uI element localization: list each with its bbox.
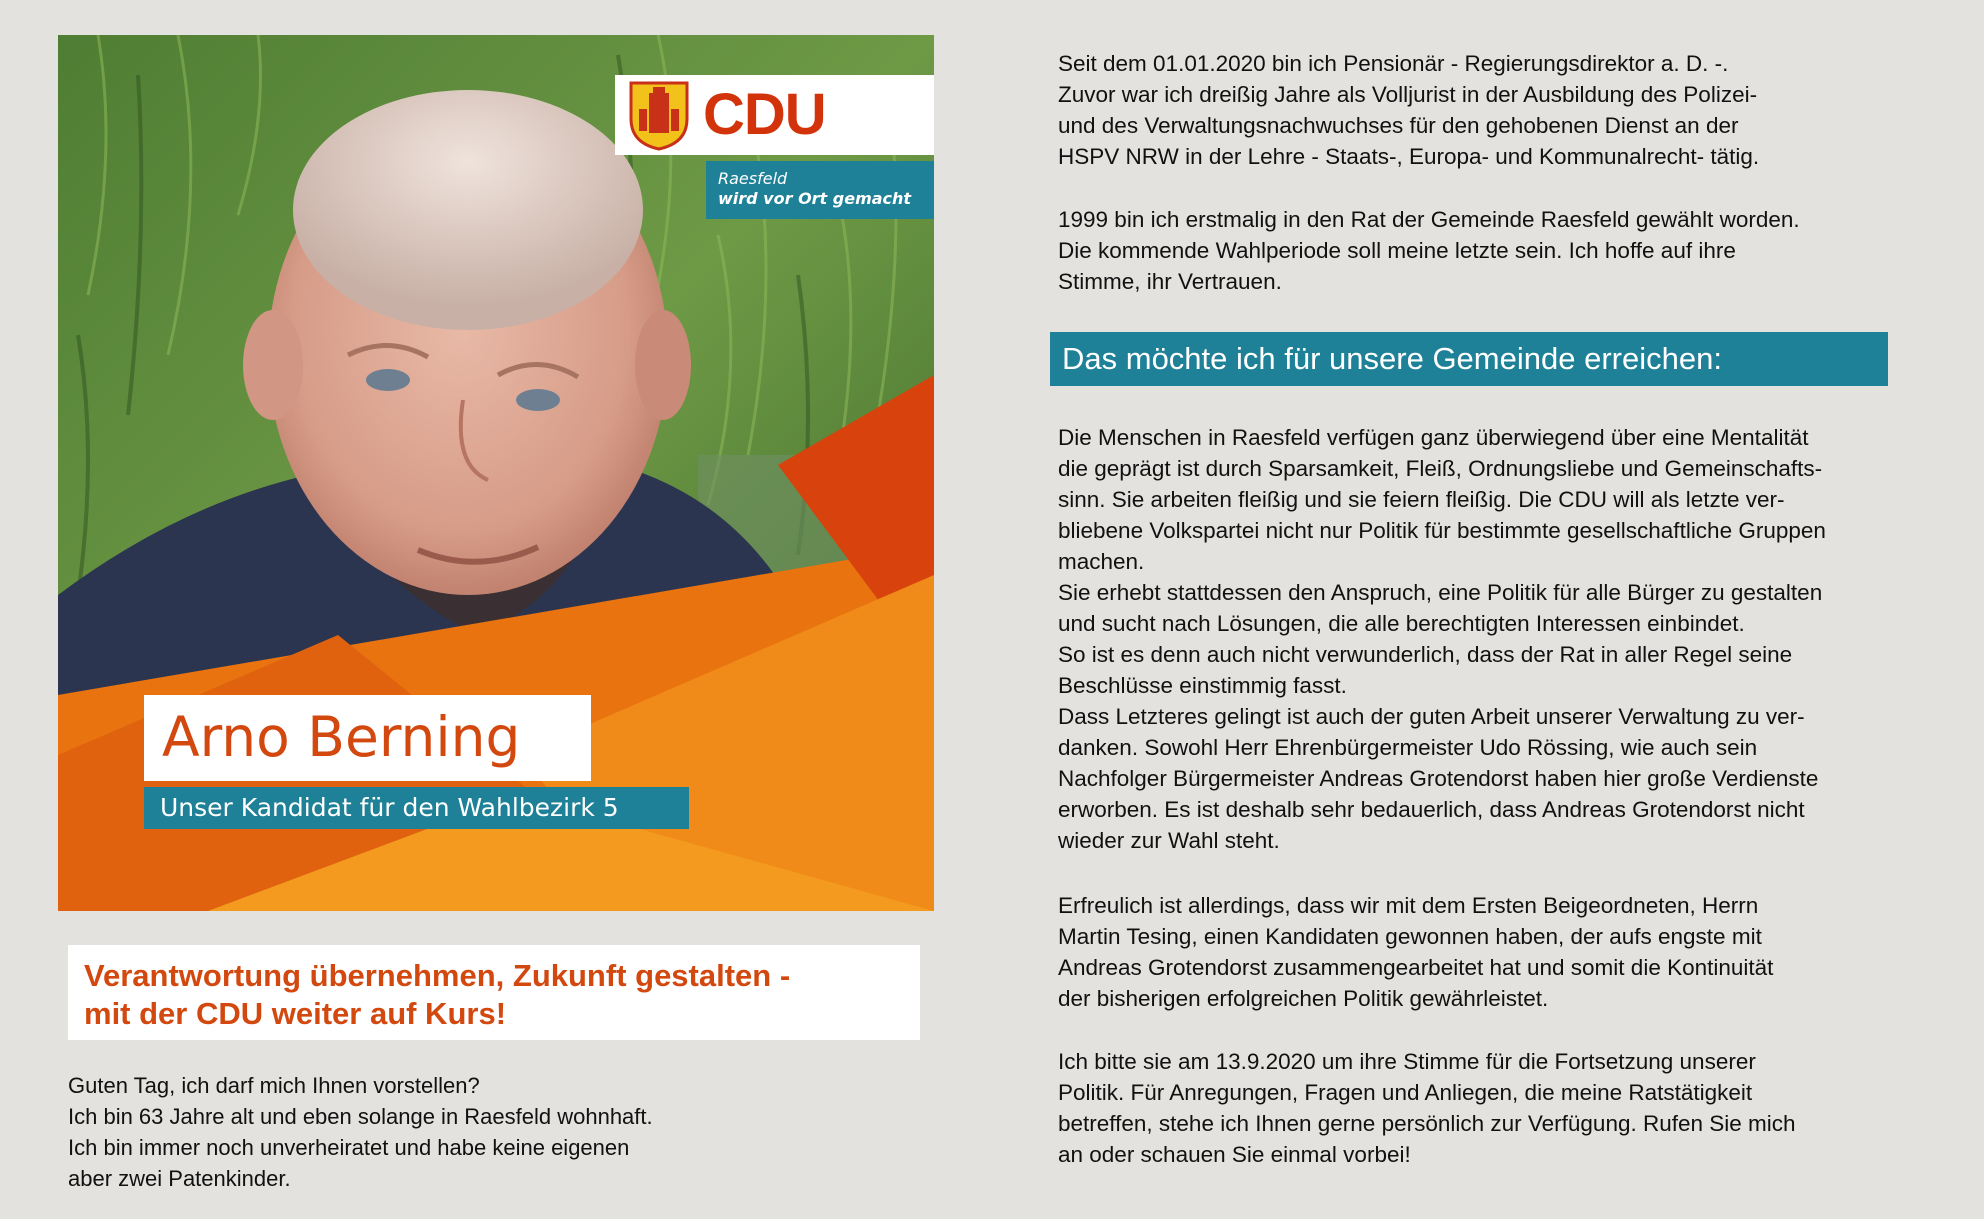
text-line: Martin Tesing, einen Kandidaten gewonnen haben, der aufs engste mit [1058, 924, 1762, 949]
candidate-name-box [144, 695, 591, 781]
text-line: Ich bin 63 Jahre alt und eben solange in Raesfeld wohnhaft. [68, 1104, 653, 1129]
section-title: Das möchte ich für unsere Gemeinde erreichen: [1050, 332, 1888, 386]
text-line: Die Menschen in Raesfeld verfügen ganz überwiegend über eine Mentalität [1058, 425, 1809, 450]
text-line: 1999 bin ich erstmalig in den Rat der Gemeinde Raesfeld gewählt worden. [1058, 207, 1800, 232]
goals-paragraph [1058, 422, 1958, 856]
text-line: wieder zur Wahl steht. [1058, 828, 1280, 853]
text-line: Politik. Für Anregungen, Fragen und Anliegen, die meine Ratstätigkeit [1058, 1080, 1753, 1105]
text-line: So ist es denn auch nicht verwunderlich, dass der Rat in aller Regel seine [1058, 642, 1793, 667]
slogan-subline: wird vor Ort gemacht [718, 189, 912, 208]
text-line: bliebene Volkspartei nicht nur Politik für bestimmte gesellschaftliche Gruppen [1058, 518, 1826, 543]
candidate-poster [58, 35, 934, 911]
text-line: machen. [1058, 549, 1145, 574]
headline-line: mit der CDU weiter auf Kurs! [84, 996, 507, 1031]
text-line: und des Verwaltungsnachwuchses für den gehobenen Dienst an der [1058, 113, 1739, 138]
slogan-badge [706, 161, 934, 219]
text-line: Ich bitte sie am 13.9.2020 um ihre Stimme für die Fortsetzung unserer [1058, 1049, 1756, 1074]
text-line: Stimme, ihr Vertrauen. [1058, 269, 1282, 294]
text-line: sinn. Sie arbeiten fleißig und sie feiern fleißig. Die CDU will als letzte ver- [1058, 487, 1785, 512]
text-line: aber zwei Patenkinder. [68, 1166, 291, 1191]
cdu-logo [615, 75, 934, 155]
text-line: Andreas Grotendorst zusammengearbeitet hat und somit die Kontinuität [1058, 955, 1774, 980]
text-line: danken. Sowohl Herr Ehrenbürgermeister Udo Rössing, wie auch sein [1058, 735, 1758, 760]
bio-paragraph [1058, 48, 1958, 172]
coat-of-arms-icon [627, 79, 691, 151]
text-line: der bisherigen erfolgreichen Politik gewährleistet. [1058, 986, 1549, 1011]
council-paragraph [1058, 204, 1958, 297]
text-line: Beschlüsse einstimmig fasst. [1058, 673, 1347, 698]
headline-box [68, 945, 920, 1040]
text-line: Die kommende Wahlperiode soll meine letzte sein. Ich hoffe auf ihre [1058, 238, 1736, 263]
text-line: Ich bin immer noch unverheiratet und habe keine eigenen [68, 1135, 630, 1160]
slogan-town: Raesfeld [718, 169, 788, 188]
headline-line: Verantwortung übernehmen, Zukunft gestalten - [84, 958, 791, 993]
text-line: Sie erhebt stattdessen den Anspruch, eine Politik für alle Bürger zu gestalten [1058, 580, 1823, 605]
text-line: Erfreulich ist allerdings, dass wir mit dem Ersten Beigeordneten, Herrn [1058, 893, 1759, 918]
text-line: Zuvor war ich dreißig Jahre als Volljurist in der Ausbildung des Polizei- [1058, 82, 1758, 107]
text-line: Dass Letzteres gelingt ist auch der guten Arbeit unserer Verwaltung zu ver- [1058, 704, 1805, 729]
text-line: HSPV NRW in der Lehre - Staats-, Europa- und Kommunalrecht- tätig. [1058, 144, 1760, 169]
district-label: Unser Kandidat für den Wahlbezirk 5 [144, 787, 689, 829]
appeal-paragraph [1058, 1046, 1958, 1170]
headline [84, 957, 790, 1033]
text-line: die geprägt ist durch Sparsamkeit, Fleiß, Ordnungsliebe und Gemeinschafts- [1058, 456, 1823, 481]
successor-paragraph [1058, 890, 1958, 1014]
text-line: betreffen, stehe ich Ihnen gerne persönlich zur Verfügung. Rufen Sie mich [1058, 1111, 1796, 1136]
intro-paragraph [68, 1070, 768, 1194]
text-line: Guten Tag, ich darf mich Ihnen vorstellen? [68, 1073, 480, 1098]
text-line: an oder schauen Sie einmal vorbei! [1058, 1142, 1411, 1167]
text-line: Nachfolger Bürgermeister Andreas Grotendorst haben hier große Verdienste [1058, 766, 1819, 791]
text-line: Seit dem 01.01.2020 bin ich Pensionär - Regierungsdirektor a. D. -. [1058, 51, 1729, 76]
cdu-wordmark: CDU [703, 82, 826, 147]
text-line: und sucht nach Lösungen, die alle berechtigten Interessen einbindet. [1058, 611, 1745, 636]
candidate-name: Arno Berning [162, 705, 521, 769]
text-line: erworben. Es ist deshalb sehr bedauerlich, dass Andreas Grotendorst nicht [1058, 797, 1805, 822]
